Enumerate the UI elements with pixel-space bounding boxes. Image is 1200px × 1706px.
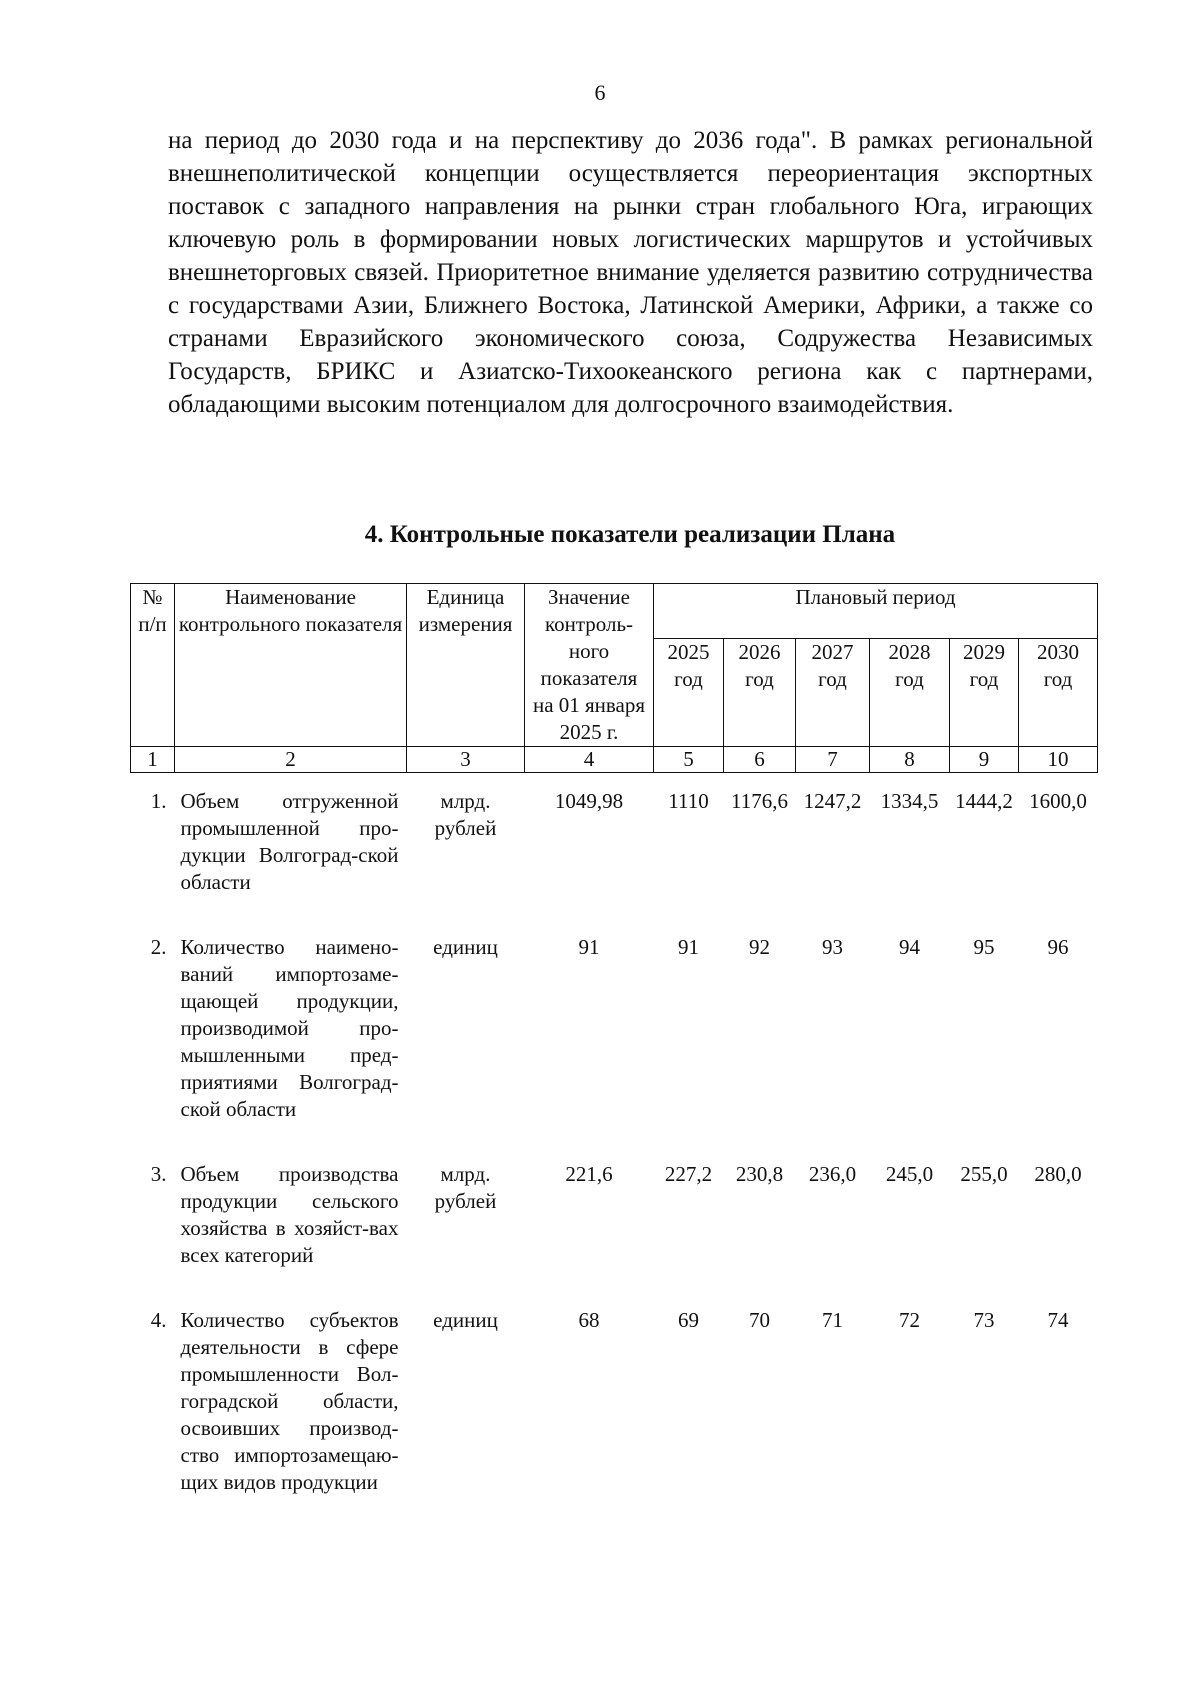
year-value: 74 bbox=[1047, 1308, 1069, 1332]
column-number: 4 bbox=[525, 747, 654, 773]
year-value: 72 bbox=[899, 1308, 920, 1332]
year-value: 1110 bbox=[668, 789, 709, 813]
year-value: 1444,2 bbox=[955, 789, 1013, 813]
column-number: 3 bbox=[407, 747, 525, 773]
page-number: 6 bbox=[594, 80, 606, 105]
column-number: 1 bbox=[131, 747, 175, 773]
year-value: 95 bbox=[973, 935, 995, 959]
row-number: 1. bbox=[150, 789, 167, 813]
indicator-unit: млрд. рублей bbox=[434, 789, 497, 840]
year-value: 245,0 bbox=[885, 1162, 934, 1186]
row-number: 4. bbox=[150, 1308, 167, 1332]
indicator-name: Объем производства продукции сельского хозяйства в хозяйст-вах всех категорий bbox=[180, 1162, 399, 1267]
year-value: 255,0 bbox=[960, 1162, 1008, 1186]
indicators-table bbox=[130, 583, 1098, 1496]
year-value: 1600,0 bbox=[1029, 789, 1087, 813]
year-value: 230,8 bbox=[735, 1162, 784, 1186]
header-year: 2027 год bbox=[796, 638, 870, 746]
intro-paragraph: на период до 2030 года и на перспективу до 2036 года". В рамках региональной внешнеполитической концепции осуществляется переориентация экспортных поставок с западного направления на рынки стран глобального Юга, играющих ключевую роль в формировании новых логистических маршрутов и устойчивых внешнеторговых связей. Приоритетное внимание уделяется развитию сотрудничества с государствами Азии, Ближнего Востока, Латинской Америки, Африки, а также со странами Евразийского экономического союза, Содружества Независимых Государств, БРИКС и Азиатско-Тихоокеанского региона как с партнерами, обладающими высоким потенциалом для долгосрочного взаимодействия. bbox=[168, 127, 1093, 418]
column-numbers-row bbox=[131, 747, 1098, 773]
indicator-name: Количество наимено-ваний импортозаме-щающей продукции, производимой про-мышленными пред-приятиями Волгоград-ской области bbox=[180, 935, 399, 1121]
column-number: 5 bbox=[654, 747, 724, 773]
header-row-1 bbox=[131, 584, 1098, 639]
indicator-base-value: 1049,98 bbox=[554, 789, 624, 813]
header-name: Наименование контрольного показателя bbox=[175, 584, 407, 747]
column-number: 10 bbox=[1019, 747, 1098, 773]
year-value: 69 bbox=[678, 1308, 699, 1332]
year-value: 94 bbox=[899, 935, 920, 959]
year-value: 91 bbox=[678, 935, 699, 959]
column-number: 7 bbox=[796, 747, 870, 773]
indicator-base-value: 91 bbox=[578, 935, 600, 959]
year-value: 1334,5 bbox=[880, 789, 939, 813]
year-value: 92 bbox=[749, 935, 770, 959]
header-num: № п/п bbox=[131, 584, 175, 747]
year-value: 236,0 bbox=[808, 1162, 857, 1186]
year-value: 1176,6 bbox=[731, 789, 788, 813]
year-value: 70 bbox=[749, 1308, 770, 1332]
header-unit: Единица измерения bbox=[407, 584, 525, 747]
year-value: 93 bbox=[822, 935, 843, 959]
header-value: Значение контроль-ного показателя на 01 января 2025 г. bbox=[525, 584, 654, 747]
indicator-base-value: 221,6 bbox=[565, 1162, 613, 1186]
table-row bbox=[131, 773, 1098, 935]
indicator-name: Объем отгруженной промышленной про-дукции Волгоград-ской области bbox=[180, 789, 399, 894]
indicator-unit: единиц bbox=[433, 1308, 498, 1332]
header-year: 2026 год bbox=[724, 638, 796, 746]
table-row bbox=[131, 1307, 1098, 1496]
header-year: 2029 год bbox=[950, 638, 1019, 746]
column-number: 9 bbox=[950, 747, 1019, 773]
header-year: 2030 год bbox=[1019, 638, 1098, 746]
year-value: 280,0 bbox=[1034, 1162, 1082, 1186]
indicator-unit: млрд. рублей bbox=[434, 1162, 497, 1213]
indicator-base-value: 68 bbox=[578, 1308, 600, 1332]
table-row bbox=[131, 934, 1098, 1161]
column-number: 8 bbox=[870, 747, 950, 773]
table-row bbox=[131, 1161, 1098, 1307]
year-value: 227,2 bbox=[664, 1162, 713, 1186]
header-year: 2028 год bbox=[870, 638, 950, 746]
section-title: 4. Контрольные показатели реализации Плана bbox=[364, 521, 896, 548]
year-value: 96 bbox=[1047, 935, 1069, 959]
header-period: Плановый период bbox=[654, 584, 1098, 639]
year-value: 73 bbox=[973, 1308, 995, 1332]
column-number: 2 bbox=[175, 747, 407, 773]
year-value: 71 bbox=[822, 1308, 843, 1332]
indicator-unit: единиц bbox=[433, 935, 498, 959]
row-number: 2. bbox=[150, 935, 167, 959]
column-number: 6 bbox=[724, 747, 796, 773]
indicator-name: Количество субъектов деятельности в сфере промышленности Вол-гоградской области, освоивших производ-ство импортозамещаю-щих видов продукции bbox=[180, 1308, 399, 1494]
row-number: 3. bbox=[150, 1162, 167, 1186]
year-value: 1247,2 bbox=[803, 789, 862, 813]
header-year: 2025 год bbox=[654, 638, 724, 746]
